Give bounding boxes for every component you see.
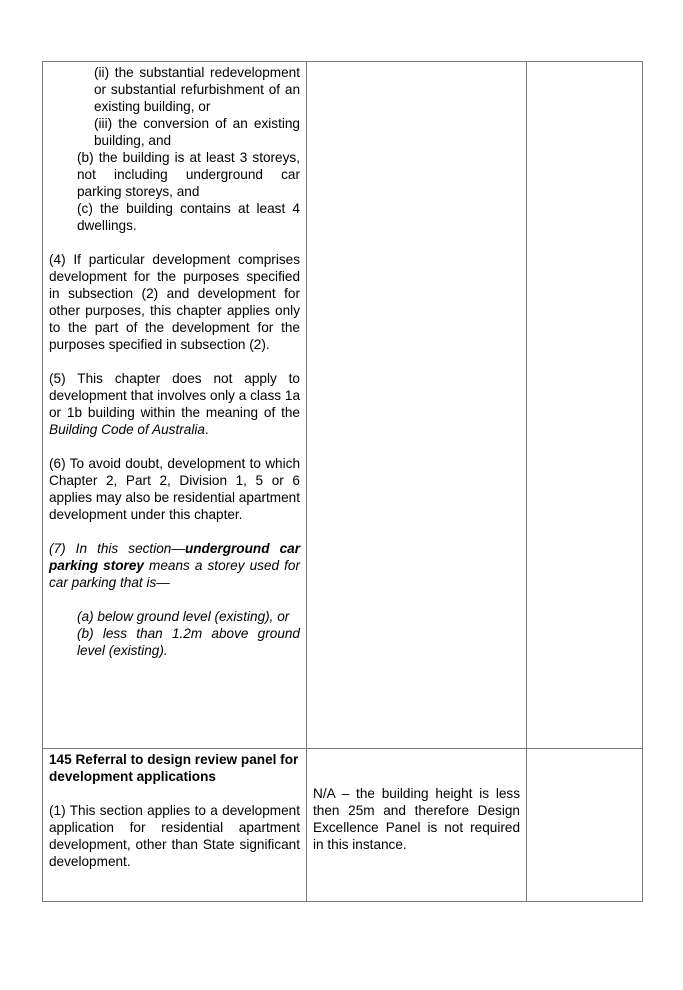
building-code-title: Building Code of Australia [49, 422, 205, 437]
clause-iii: (iii) the conversion of an existing building, and [94, 116, 300, 148]
clause-6: (6) To avoid doubt, development to which Chapter 2, Part 2, Division 1, 5 or 6 applies may also be residential apartment development under this chapter. [49, 456, 300, 522]
clause-145-1: (1) This section applies to a development application for residential apartment development, other than State significant development. [49, 803, 300, 869]
comment-text: N/A – the building height is less then 25m and therefore Design Excellence Panel is not required in this instance. [313, 786, 520, 852]
clause-7: (7) In this section—underground car parking storey means a storey used for car parking that is— [49, 541, 300, 590]
comment-cell [307, 62, 527, 749]
table-row [43, 749, 643, 902]
compliance-cell [527, 62, 643, 749]
compliance-table [42, 61, 643, 902]
table-row [43, 62, 643, 749]
clause-ii: (ii) the substantial redevelopment or substantial refurbishment of an existing building, or [94, 65, 300, 114]
clause-5: (5) This chapter does not apply to development that involves only a class 1a or 1b building within the meaning of the Building Code of Australia. [49, 371, 300, 437]
clause-7b: (b) less than 1.2m above ground level (existing). [77, 626, 300, 658]
compliance-cell [527, 749, 643, 902]
defined-term: underground car parking storey [49, 541, 300, 573]
comment-cell [307, 749, 527, 902]
section-heading: 145 Referral to design review panel for development applications [49, 752, 299, 784]
clause-b: (b) the building is at least 3 storeys, not including underground car parking storeys, and [77, 150, 300, 199]
clause-7a: (a) below ground level (existing), or [77, 609, 290, 624]
clause-c: (c) the building contains at least 4 dwellings. [77, 201, 300, 233]
clause-cell [43, 749, 307, 902]
clause-cell [43, 62, 307, 749]
clause-4: (4) If particular development comprises development for the purposes specified in subsection (2) and development for other purposes, this chapter applies only to the part of the development for the purposes specified in subsection (2). [49, 252, 300, 352]
